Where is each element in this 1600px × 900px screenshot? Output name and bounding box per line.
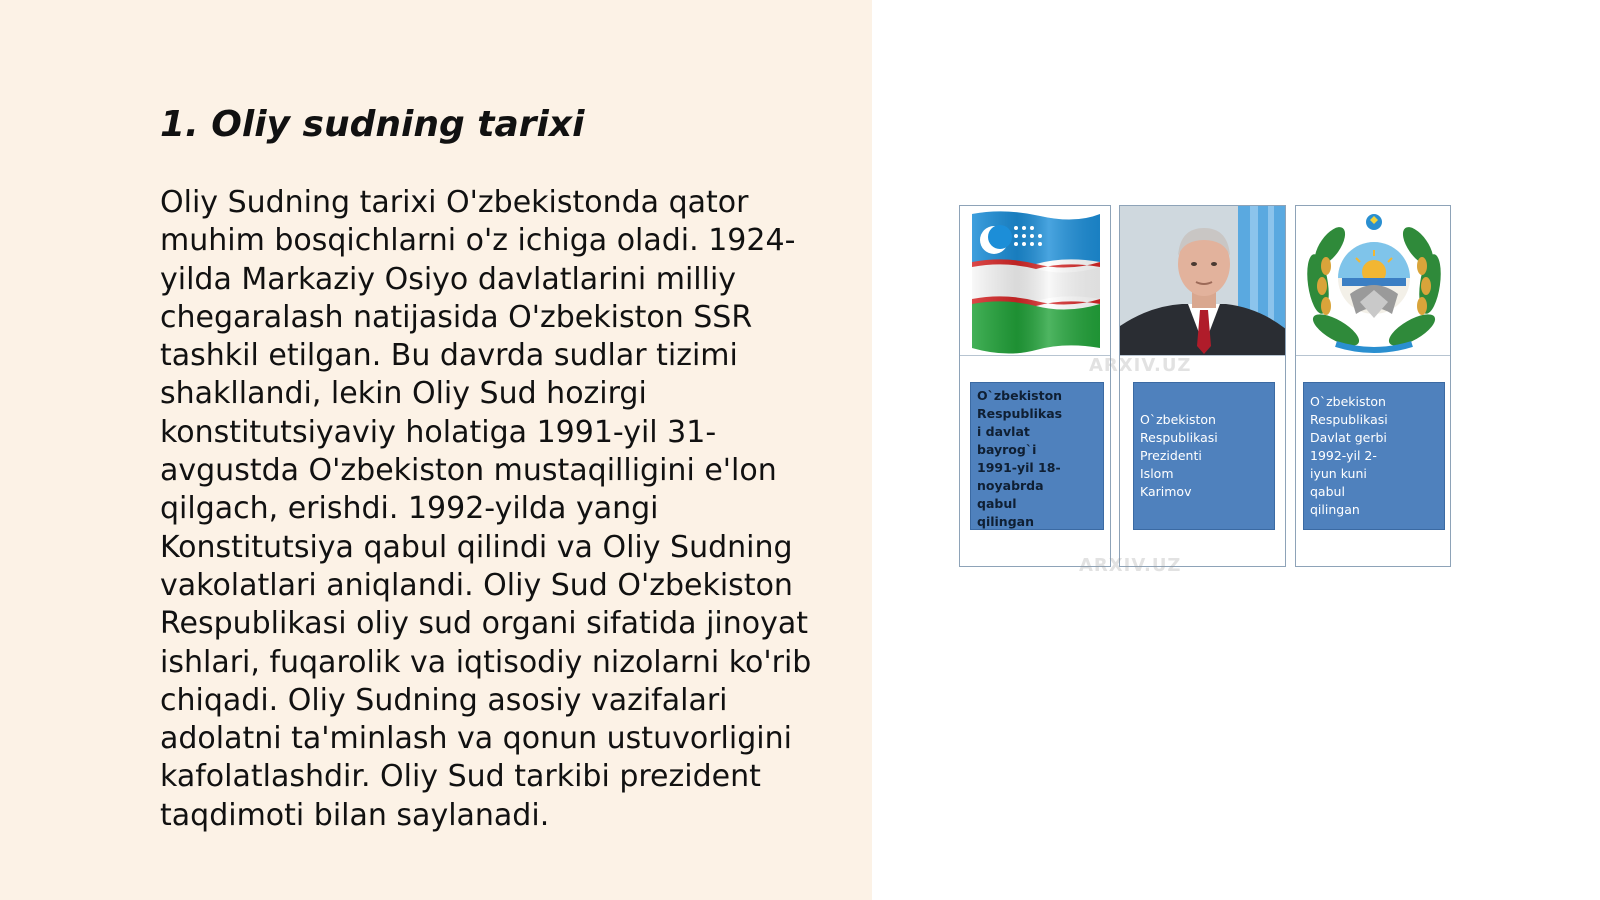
watermark: ARXIV.UZ [1089, 355, 1192, 376]
caption-line: Karimov [1140, 484, 1192, 499]
caption-line: O`zbekiston [1140, 412, 1216, 427]
watermark: ARXIV.UZ [1079, 555, 1182, 576]
caption-line: iyun kuni [1310, 466, 1367, 481]
body-line: avgustda O'zbekiston mustaqilligini e'lon [160, 453, 777, 489]
caption-line: Prezidenti [1140, 448, 1202, 463]
caption-line: qilingan [1310, 502, 1360, 517]
body-line: Oliy Sudning tarixi O'zbekistonda qator [160, 185, 749, 220]
caption-line: O`zbekiston [977, 388, 1063, 403]
president-caption [1133, 382, 1275, 530]
slide-title: 1. Oliy sudning tarixi [160, 104, 585, 145]
body-line: chegaralash natijasida O'zbekiston SSR [160, 299, 753, 335]
caption-line: qilingan [977, 514, 1034, 529]
caption-line: Respublikasi [1310, 412, 1388, 427]
state-emblem-icon [1296, 206, 1450, 356]
caption-line: 1992-yil 2- [1310, 448, 1377, 463]
uzbekistan-flag-icon [960, 206, 1110, 356]
caption-line: qabul [1310, 484, 1345, 499]
president-card [1119, 205, 1286, 567]
body-line: yilda Markaziy Osiyo davlatlarini milliy [160, 261, 737, 297]
caption-line: Davlat gerbi [1310, 430, 1387, 445]
caption-line: bayrog`i [977, 442, 1037, 457]
flag-caption [970, 382, 1104, 530]
slide-body-text [160, 184, 830, 835]
caption-line: Respublikas [977, 406, 1063, 421]
body-line: Konstitutsiya qabul qilindi va Oliy Sudning [160, 529, 793, 565]
body-line: ishlari, fuqarolik va iqtisodiy nizolarni ko'rib [160, 644, 812, 680]
president-picture [1120, 206, 1285, 356]
caption-line: O`zbekiston [1310, 394, 1386, 409]
caption-line: i davlat [977, 424, 1030, 439]
body-line: vakolatlari aniqlandi. Oliy Sud O'zbekiston [160, 567, 793, 603]
caption-line: Respublikasi [1140, 430, 1218, 445]
symbols-image [959, 205, 1451, 576]
body-line: Respublikasi oliy sud organi sifatida jinoyat [160, 606, 809, 642]
flag-card [959, 205, 1111, 567]
body-line: tashkil etilgan. Bu davrda sudlar tizimi [160, 338, 738, 374]
emblem-card [1295, 205, 1451, 567]
body-line: adolatni ta'minlash va qonun ustuvorligini [160, 721, 792, 757]
caption-line: qabul [977, 496, 1017, 511]
body-line: muhim bosqichlarni o'z ichiga oladi. 1924- [160, 223, 796, 259]
emblem-picture [1296, 206, 1450, 356]
body-line: qilgach, erishdi. 1992-yilda yangi [160, 491, 659, 527]
president-portrait-icon [1120, 206, 1285, 356]
caption-line: noyabrda [977, 478, 1044, 493]
caption-line: Islom [1140, 466, 1174, 481]
body-line: konstitutsiyaviy holatiga 1991-yil 31- [160, 414, 717, 450]
body-line: shakllandi, lekin Oliy Sud hozirgi [160, 376, 647, 412]
emblem-caption [1303, 382, 1445, 530]
caption-line: 1991-yil 18- [977, 460, 1061, 475]
flag-picture [960, 206, 1110, 356]
body-line: taqdimoti bilan saylanadi. [160, 797, 550, 833]
body-line: chiqadi. Oliy Sudning asosiy vazifalari [160, 682, 728, 718]
body-line: kafolatlashdir. Oliy Sud tarkibi prezident [160, 759, 761, 795]
